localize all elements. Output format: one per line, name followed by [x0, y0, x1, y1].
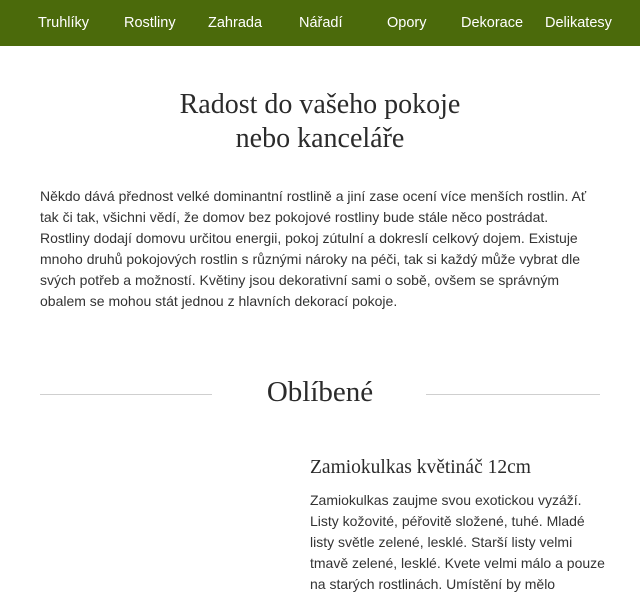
nav-item-delikatesy[interactable]: Delikatesy	[545, 15, 612, 31]
product-description: Zamiokulkas zaujme svou exotickou vyzáží. Listy kožovité, péřovitě složené, tuhé. Mladé listy světle zelené, lesklé. Starší listy velmi tmavě zelené, lesklé. Kvete velmi málo a pouze na starých rostlinách. Umístění by mělo	[310, 492, 605, 592]
hero-heading-line-2: nebo kanceláře	[235, 123, 405, 154]
intro-paragraph: Někdo dává přednost velké dominantní rostlině a jiní zase ocení více menších rostlin. Ať tak či tak, všichni vědí, že domov bez pokojové rostliny bude stále něco postrádat. Rostliny dodají domovu určitou energii, pokoj zútulní a dokreslí celkový dojem. Existuje mnoho druhů pokojových rostlin s různými nároky na péči, tak si každý může vybrat dle svých potřeb a možností. Květiny jsou dekorativní sami o sobě, ovšem se správným obalem se mohou stát jednou z hlavních dekorací pokoje.	[40, 188, 587, 309]
nav-item-truhliky[interactable]: Truhlíky	[38, 15, 90, 31]
hero-heading-line-1: Radost do vašeho pokoje	[179, 89, 461, 120]
nav-item-opory[interactable]: Opory	[387, 15, 427, 31]
nav-item-naradi[interactable]: Nářadí	[299, 15, 343, 31]
nav-item-rostliny[interactable]: Rostliny	[124, 15, 176, 31]
section-divider-right	[426, 394, 600, 395]
nav-item-dekorace[interactable]: Dekorace	[461, 15, 524, 31]
favorites-title: Oblíbené	[266, 376, 374, 408]
nav-item-zahrada[interactable]: Zahrada	[208, 15, 263, 31]
product-title[interactable]: Zamiokulkas květináč 12cm	[310, 457, 531, 478]
product-card	[310, 454, 605, 595]
top-navigation	[0, 0, 640, 46]
favorites-section-header	[40, 372, 600, 418]
hero-heading	[0, 88, 640, 156]
